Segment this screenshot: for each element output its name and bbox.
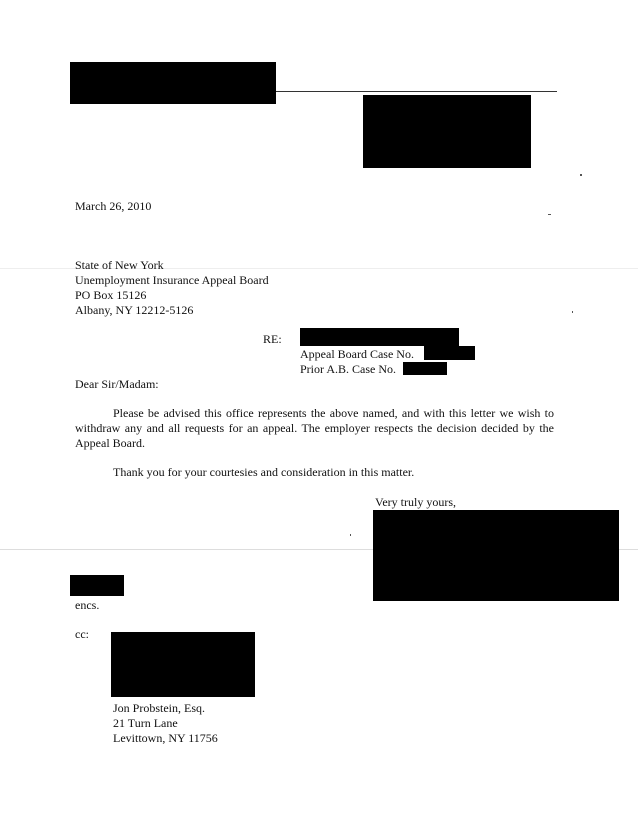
prior-case-label: Prior A.B. Case No. <box>300 362 396 376</box>
letterhead-rule <box>276 91 557 92</box>
body-paragraph-1-text: Please be advised this office represents the above named, and with this letter we wish to withdraw any and all requests for an appeal. The employer respects the decision decided by the Appeal Board. <box>75 406 554 450</box>
redacted-signature <box>373 510 619 601</box>
cc-address-line-1: 21 Turn Lane <box>113 716 178 730</box>
salutation: Dear Sir/Madam: <box>75 377 159 391</box>
body-paragraph-2-text: Thank you for your courtesies and consideration in this matter. <box>113 465 415 479</box>
scan-speck <box>580 174 582 176</box>
body-paragraph-2 <box>75 465 554 480</box>
redacted-letterhead-name <box>70 62 276 104</box>
cc-address-line-2: Levittown, NY 11756 <box>113 731 218 745</box>
cc-label: cc: <box>75 627 89 641</box>
letter-date: March 26, 2010 <box>75 199 152 213</box>
scan-speck <box>350 534 351 536</box>
redacted-initials <box>70 575 124 596</box>
scan-speck <box>548 214 551 215</box>
redacted-case-number <box>424 346 475 360</box>
redacted-letterhead-address <box>363 95 531 168</box>
enclosures-note: encs. <box>75 598 100 612</box>
redacted-cc-recipient <box>111 632 255 697</box>
recipient-line-3: PO Box 15126 <box>75 288 147 302</box>
redacted-prior-case-number <box>403 362 447 375</box>
closing: Very truly yours, <box>375 495 456 509</box>
appeal-board-case-label: Appeal Board Case No. <box>300 347 414 361</box>
body-paragraph-1 <box>75 406 554 451</box>
cc-name: Jon Probstein, Esq. <box>113 701 206 715</box>
scan-speck <box>572 311 573 313</box>
redacted-claimant-name <box>300 328 459 346</box>
recipient-line-4: Albany, NY 12212-5126 <box>75 303 194 317</box>
recipient-line-2: Unemployment Insurance Appeal Board <box>75 273 269 287</box>
re-label: RE: <box>263 332 282 346</box>
recipient-line-1: State of New York <box>75 258 164 272</box>
